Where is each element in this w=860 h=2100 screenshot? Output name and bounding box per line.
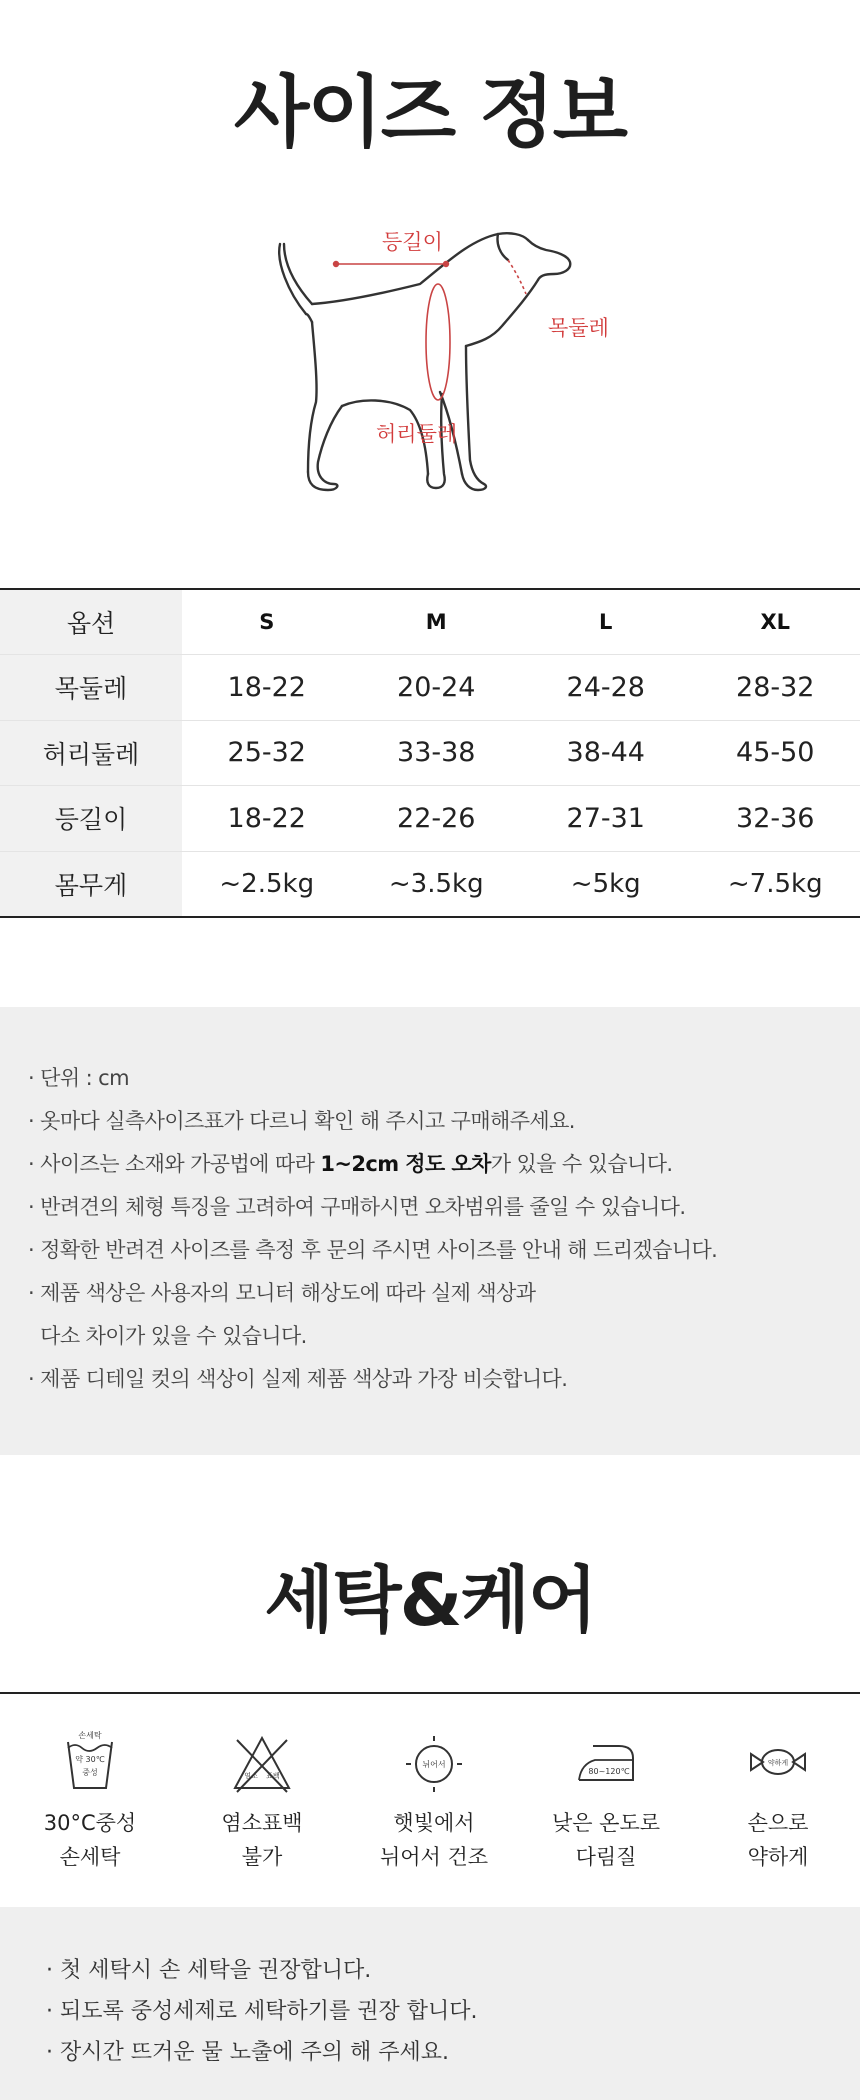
note-unit: · 단위 : cm: [28, 1066, 129, 1090]
care-label-line1: 햇빛에서: [393, 1811, 475, 1835]
table-cell: 33-38: [352, 720, 522, 786]
low-iron-icon: [569, 1728, 643, 1798]
size-info-title: 사이즈 정보: [234, 68, 626, 158]
size-table: [0, 588, 860, 918]
table-row: [0, 786, 860, 852]
size-table-header-row: [0, 589, 860, 655]
table-row: [0, 851, 860, 917]
table-cell: 27-31: [521, 786, 691, 852]
shade-dry-icon: [399, 1728, 469, 1798]
svg-text:표백: 표백: [266, 1772, 280, 1780]
svg-text:손세탁: 손세탁: [78, 1731, 102, 1740]
waist-label: 허리둘레: [376, 422, 458, 446]
table-cell: 25-32: [182, 720, 352, 786]
care-note-hot-water: · 장시간 뜨거운 물 노출에 주의 해 주세요.: [46, 2040, 449, 2065]
svg-text:염소: 염소: [244, 1772, 258, 1780]
table-cell: 18-22: [182, 786, 352, 852]
dog-measurement-diagram: [270, 222, 630, 502]
size-notes-box: [0, 1007, 860, 1455]
hand-wash-30-icon: [60, 1728, 120, 1798]
svg-text:80~120℃: 80~120℃: [588, 1767, 630, 1776]
care-note-first-wash: · 첫 세탁시 손 세탁을 권장합니다.: [46, 1958, 372, 1983]
table-cell: 24-28: [521, 655, 691, 721]
care-label-line2: 뉘어서 건조: [379, 1845, 489, 1869]
note-body-type: · 반려견의 체형 특징을 고려하여 구매하시면 오차범위를 줄일 수 있습니다.: [28, 1195, 686, 1219]
row-label-waist: 허리둘레: [0, 720, 182, 786]
table-cell: 18-22: [182, 655, 352, 721]
care-item-shade-dry: [348, 1728, 520, 1874]
note-tolerance: [28, 1148, 673, 1178]
table-row: [0, 655, 860, 721]
table-cell: ~2.5kg: [219, 868, 315, 899]
note-inquiry: · 정확한 반려견 사이즈를 측정 후 문의 주시면 사이즈를 안내 해 드리겠습니다.: [28, 1238, 718, 1262]
care-item-low-iron: [520, 1728, 692, 1874]
note-color-monitor: · 제품 색상은 사용자의 모니터 해상도에 따라 실제 색상과: [28, 1281, 536, 1305]
svg-text:약 30℃: 약 30℃: [75, 1755, 105, 1764]
table-cell: 22-26: [352, 786, 522, 852]
care-label-line1: 손으로: [747, 1811, 809, 1835]
no-bleach-icon: [229, 1728, 295, 1798]
care-divider: [0, 1692, 860, 1694]
note-color-difference: 다소 차이가 있을 수 있습니다.: [28, 1324, 307, 1348]
table-row: [0, 720, 860, 786]
neck-label: 목둘레: [548, 316, 609, 340]
note-tolerance-highlight: 1~2cm 정도 오차: [320, 1152, 491, 1176]
size-col-xl: XL: [691, 589, 860, 655]
care-label-line1: 낮은 온도로: [551, 1811, 661, 1835]
table-cell: 20-24: [352, 655, 522, 721]
table-cell: ~3.5kg: [388, 868, 484, 899]
size-col-s: S: [182, 589, 352, 655]
care-label-line1: 염소표백: [221, 1811, 303, 1835]
table-cell: ~7.5kg: [727, 868, 823, 899]
table-cell: 32-36: [691, 786, 860, 852]
note-tolerance-before: · 사이즈는 소재와 가공법에 따라: [28, 1152, 321, 1176]
svg-text:중성: 중성: [82, 1768, 98, 1777]
table-cell: 28-32: [691, 655, 860, 721]
svg-text:약하게: 약하게: [767, 1759, 789, 1767]
care-item-gentle-wring: [692, 1728, 860, 1874]
note-tolerance-after: 가 있을 수 있습니다.: [490, 1152, 673, 1176]
row-label-back-length: 등길이: [0, 786, 182, 852]
care-item-hand-wash: [4, 1728, 176, 1874]
note-detail-color: · 제품 디테일 컷의 색상이 실제 제품 색상과 가장 비슷합니다.: [28, 1367, 568, 1391]
size-col-m: M: [352, 589, 522, 655]
table-cell: 38-44: [521, 720, 691, 786]
care-notes-box: [0, 1907, 860, 2100]
care-label-line2: 약하게: [747, 1845, 809, 1869]
care-label-line2: 손세탁: [59, 1845, 121, 1869]
wash-care-title: 세탁&케어: [264, 1558, 596, 1642]
back-length-label: 등길이: [382, 230, 443, 254]
care-item-no-bleach: [176, 1728, 348, 1874]
table-cell: ~5kg: [570, 868, 641, 899]
row-label-weight: 몸무게: [0, 851, 182, 917]
dog-outline-icon: [270, 222, 630, 502]
care-label-line2: 불가: [241, 1845, 283, 1869]
size-col-l: L: [521, 589, 691, 655]
row-label-neck: 목둘레: [0, 655, 182, 721]
note-check-size: · 옷마다 실측사이즈표가 다르니 확인 해 주시고 구매해주세요.: [28, 1109, 575, 1133]
care-note-neutral-detergent: · 되도록 중성세제로 세탁하기를 권장 합니다.: [46, 1999, 478, 2024]
table-cell: 45-50: [691, 720, 860, 786]
gentle-wring-icon: [743, 1728, 813, 1798]
option-header: 옵션: [0, 589, 182, 655]
care-label-line1: 30°C중성: [43, 1811, 137, 1835]
care-label-line2: 다림질: [575, 1845, 637, 1869]
svg-text:뉘어서: 뉘어서: [422, 1760, 446, 1769]
